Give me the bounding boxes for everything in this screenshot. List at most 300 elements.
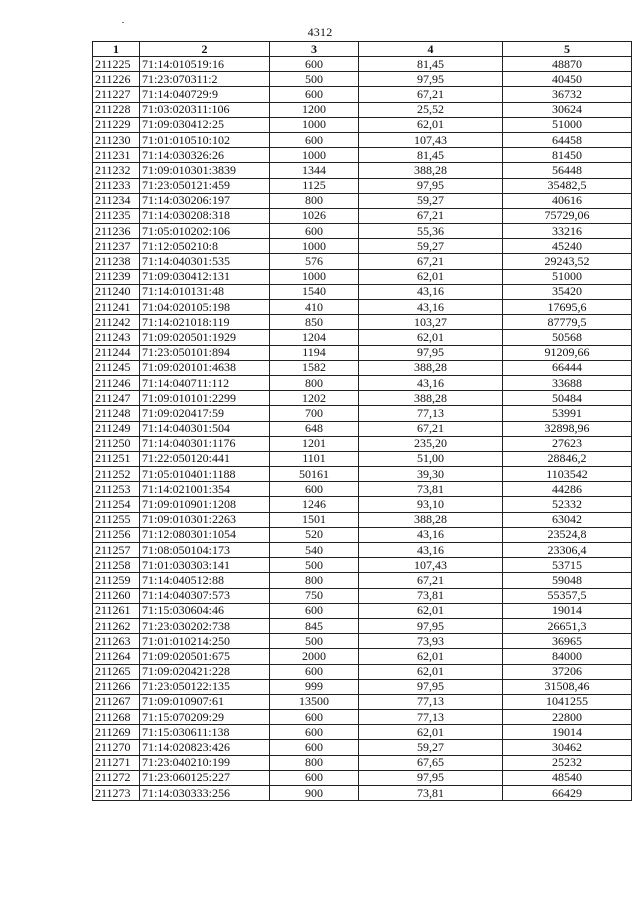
rate-value-cell: 77,13 <box>359 710 503 725</box>
rate-value-cell: 43,16 <box>359 284 503 299</box>
table-row <box>93 87 632 102</box>
cadastral-number-cell: 71:14:010519:16 <box>140 57 270 72</box>
row-number-cell: 211244 <box>93 345 140 360</box>
area-value-cell: 600 <box>270 57 359 72</box>
total-value-cell: 87779,5 <box>503 315 632 330</box>
area-value-cell: 600 <box>270 770 359 785</box>
area-value-cell: 845 <box>270 618 359 633</box>
cadastral-number-cell: 71:15:030611:138 <box>140 725 270 740</box>
total-value-cell: 36965 <box>503 634 632 649</box>
cadastral-number-cell: 71:14:040711:112 <box>140 375 270 390</box>
rate-value-cell: 388,28 <box>359 512 503 527</box>
cadastral-number-cell: 71:14:030208:318 <box>140 208 270 223</box>
total-value-cell: 25232 <box>503 755 632 770</box>
table-row <box>93 649 632 664</box>
table-row <box>93 208 632 223</box>
area-value-cell: 999 <box>270 679 359 694</box>
total-value-cell: 48540 <box>503 770 632 785</box>
row-number-cell: 211262 <box>93 618 140 633</box>
cadastral-number-cell: 71:08:050104:173 <box>140 543 270 558</box>
row-number-cell: 211256 <box>93 527 140 542</box>
total-value-cell: 29243,52 <box>503 254 632 269</box>
column-header-1: 1 <box>93 42 140 57</box>
cadastral-number-cell: 71:09:010901:1208 <box>140 497 270 512</box>
rate-value-cell: 43,16 <box>359 375 503 390</box>
area-value-cell: 576 <box>270 254 359 269</box>
row-number-cell: 211231 <box>93 148 140 163</box>
cadastral-number-cell: 71:01:010510:102 <box>140 132 270 147</box>
table-row <box>93 770 632 785</box>
rate-value-cell: 97,95 <box>359 72 503 87</box>
data-table <box>92 41 632 801</box>
table-row <box>93 786 632 801</box>
cadastral-number-cell: 71:14:040301:1176 <box>140 436 270 451</box>
total-value-cell: 53991 <box>503 406 632 421</box>
area-value-cell: 750 <box>270 588 359 603</box>
area-value-cell: 1204 <box>270 330 359 345</box>
area-value-cell: 500 <box>270 558 359 573</box>
table-row <box>93 224 632 239</box>
rate-value-cell: 73,93 <box>359 634 503 649</box>
cadastral-number-cell: 71:23:040210:199 <box>140 755 270 770</box>
cadastral-number-cell: 71:05:010401:1188 <box>140 467 270 482</box>
cadastral-number-cell: 71:09:010301:2263 <box>140 512 270 527</box>
cadastral-number-cell: 71:09:020501:1929 <box>140 330 270 345</box>
rate-value-cell: 67,21 <box>359 254 503 269</box>
cadastral-number-cell: 71:15:070209:29 <box>140 710 270 725</box>
area-value-cell: 1582 <box>270 360 359 375</box>
total-value-cell: 19014 <box>503 603 632 618</box>
area-value-cell: 600 <box>270 224 359 239</box>
table-row <box>93 163 632 178</box>
area-value-cell: 1000 <box>270 117 359 132</box>
rate-value-cell: 103,27 <box>359 315 503 330</box>
row-number-cell: 211242 <box>93 315 140 330</box>
total-value-cell: 31508,46 <box>503 679 632 694</box>
area-value-cell: 520 <box>270 527 359 542</box>
cadastral-number-cell: 71:09:010301:3839 <box>140 163 270 178</box>
area-value-cell: 600 <box>270 710 359 725</box>
total-value-cell: 63042 <box>503 512 632 527</box>
total-value-cell: 51000 <box>503 269 632 284</box>
rate-value-cell: 81,45 <box>359 57 503 72</box>
area-value-cell: 500 <box>270 634 359 649</box>
table-row <box>93 330 632 345</box>
row-number-cell: 211269 <box>93 725 140 740</box>
rate-value-cell: 43,16 <box>359 527 503 542</box>
rate-value-cell: 39,30 <box>359 467 503 482</box>
table-row <box>93 300 632 315</box>
table-row <box>93 634 632 649</box>
rate-value-cell: 97,95 <box>359 345 503 360</box>
cadastral-number-cell: 71:22:050120:441 <box>140 451 270 466</box>
total-value-cell: 35482,5 <box>503 178 632 193</box>
rate-value-cell: 77,13 <box>359 406 503 421</box>
rate-value-cell: 388,28 <box>359 360 503 375</box>
total-value-cell: 75729,06 <box>503 208 632 223</box>
cadastral-number-cell: 71:09:010907:61 <box>140 694 270 709</box>
row-number-cell: 211241 <box>93 300 140 315</box>
cadastral-number-cell: 71:09:020501:675 <box>140 649 270 664</box>
table-row <box>93 284 632 299</box>
row-number-cell: 211265 <box>93 664 140 679</box>
row-number-cell: 211273 <box>93 786 140 801</box>
total-value-cell: 23306,4 <box>503 543 632 558</box>
rate-value-cell: 55,36 <box>359 224 503 239</box>
total-value-cell: 1041255 <box>503 694 632 709</box>
column-header-2: 2 <box>140 42 270 57</box>
cadastral-number-cell: 71:14:040301:535 <box>140 254 270 269</box>
area-value-cell: 1000 <box>270 269 359 284</box>
total-value-cell: 56448 <box>503 163 632 178</box>
cadastral-number-cell: 71:09:030412:131 <box>140 269 270 284</box>
table-row <box>93 497 632 512</box>
table-row <box>93 360 632 375</box>
area-value-cell: 1540 <box>270 284 359 299</box>
table-row <box>93 375 632 390</box>
area-value-cell: 648 <box>270 421 359 436</box>
rate-value-cell: 51,00 <box>359 451 503 466</box>
area-value-cell: 50161 <box>270 467 359 482</box>
total-value-cell: 33216 <box>503 224 632 239</box>
rate-value-cell: 62,01 <box>359 725 503 740</box>
row-number-cell: 211245 <box>93 360 140 375</box>
area-value-cell: 1202 <box>270 391 359 406</box>
rate-value-cell: 62,01 <box>359 330 503 345</box>
table-row <box>93 345 632 360</box>
rate-value-cell: 62,01 <box>359 664 503 679</box>
area-value-cell: 410 <box>270 300 359 315</box>
area-value-cell: 850 <box>270 315 359 330</box>
cadastral-number-cell: 71:14:040301:504 <box>140 421 270 436</box>
table-row <box>93 618 632 633</box>
cadastral-number-cell: 71:14:030206:197 <box>140 193 270 208</box>
row-number-cell: 211250 <box>93 436 140 451</box>
cadastral-number-cell: 71:01:010214:250 <box>140 634 270 649</box>
total-value-cell: 64458 <box>503 132 632 147</box>
rate-value-cell: 235,20 <box>359 436 503 451</box>
scan-speck <box>122 22 124 23</box>
cadastral-number-cell: 71:14:021018:119 <box>140 315 270 330</box>
area-value-cell: 1026 <box>270 208 359 223</box>
table-row <box>93 725 632 740</box>
row-number-cell: 211260 <box>93 588 140 603</box>
rate-value-cell: 107,43 <box>359 558 503 573</box>
table-row <box>93 679 632 694</box>
table-row <box>93 451 632 466</box>
total-value-cell: 81450 <box>503 148 632 163</box>
total-value-cell: 36732 <box>503 87 632 102</box>
rate-value-cell: 67,21 <box>359 208 503 223</box>
rate-value-cell: 67,21 <box>359 87 503 102</box>
cadastral-number-cell: 71:23:030202:738 <box>140 618 270 633</box>
rate-value-cell: 73,81 <box>359 482 503 497</box>
row-number-cell: 211227 <box>93 87 140 102</box>
rate-value-cell: 73,81 <box>359 786 503 801</box>
row-number-cell: 211272 <box>93 770 140 785</box>
area-value-cell: 1201 <box>270 436 359 451</box>
area-value-cell: 700 <box>270 406 359 421</box>
area-value-cell: 600 <box>270 132 359 147</box>
table-row <box>93 391 632 406</box>
area-value-cell: 1194 <box>270 345 359 360</box>
row-number-cell: 211271 <box>93 755 140 770</box>
table-row <box>93 573 632 588</box>
total-value-cell: 17695,6 <box>503 300 632 315</box>
area-value-cell: 1000 <box>270 148 359 163</box>
row-number-cell: 211234 <box>93 193 140 208</box>
cadastral-number-cell: 71:23:060125:227 <box>140 770 270 785</box>
total-value-cell: 66429 <box>503 786 632 801</box>
rate-value-cell: 97,95 <box>359 178 503 193</box>
total-value-cell: 40450 <box>503 72 632 87</box>
row-number-cell: 211258 <box>93 558 140 573</box>
cadastral-number-cell: 71:14:021001:354 <box>140 482 270 497</box>
area-value-cell: 1101 <box>270 451 359 466</box>
rate-value-cell: 107,43 <box>359 132 503 147</box>
cadastral-number-cell: 71:14:030333:256 <box>140 786 270 801</box>
cadastral-number-cell: 71:23:050122:135 <box>140 679 270 694</box>
row-number-cell: 211263 <box>93 634 140 649</box>
area-value-cell: 600 <box>270 740 359 755</box>
cadastral-number-cell: 71:14:010131:48 <box>140 284 270 299</box>
total-value-cell: 44286 <box>503 482 632 497</box>
cadastral-number-cell: 71:09:020101:4638 <box>140 360 270 375</box>
cadastral-number-cell: 71:14:020823:426 <box>140 740 270 755</box>
table-row <box>93 558 632 573</box>
total-value-cell: 50568 <box>503 330 632 345</box>
total-value-cell: 45240 <box>503 239 632 254</box>
table-row <box>93 57 632 72</box>
total-value-cell: 55357,5 <box>503 588 632 603</box>
row-number-cell: 211249 <box>93 421 140 436</box>
table-row <box>93 710 632 725</box>
rate-value-cell: 97,95 <box>359 679 503 694</box>
cadastral-number-cell: 71:12:050210:8 <box>140 239 270 254</box>
row-number-cell: 211255 <box>93 512 140 527</box>
table-row <box>93 436 632 451</box>
total-value-cell: 53715 <box>503 558 632 573</box>
rate-value-cell: 62,01 <box>359 649 503 664</box>
total-value-cell: 23524,8 <box>503 527 632 542</box>
total-value-cell: 59048 <box>503 573 632 588</box>
total-value-cell: 40616 <box>503 193 632 208</box>
area-value-cell: 1246 <box>270 497 359 512</box>
area-value-cell: 800 <box>270 375 359 390</box>
area-value-cell: 600 <box>270 482 359 497</box>
area-value-cell: 600 <box>270 725 359 740</box>
header-row <box>93 42 632 57</box>
row-number-cell: 211252 <box>93 467 140 482</box>
area-value-cell: 600 <box>270 664 359 679</box>
rate-value-cell: 97,95 <box>359 770 503 785</box>
area-value-cell: 800 <box>270 573 359 588</box>
total-value-cell: 30624 <box>503 102 632 117</box>
cadastral-number-cell: 71:14:040307:573 <box>140 588 270 603</box>
cadastral-number-cell: 71:15:030604:46 <box>140 603 270 618</box>
area-value-cell: 600 <box>270 603 359 618</box>
area-value-cell: 800 <box>270 755 359 770</box>
total-value-cell: 91209,66 <box>503 345 632 360</box>
total-value-cell: 48870 <box>503 57 632 72</box>
cadastral-number-cell: 71:05:010202:106 <box>140 224 270 239</box>
table-row <box>93 755 632 770</box>
rate-value-cell: 388,28 <box>359 391 503 406</box>
cadastral-number-cell: 71:14:030326:26 <box>140 148 270 163</box>
table-row <box>93 588 632 603</box>
row-number-cell: 211240 <box>93 284 140 299</box>
total-value-cell: 28846,2 <box>503 451 632 466</box>
cadastral-number-cell: 71:04:020105:198 <box>140 300 270 315</box>
column-header-5: 5 <box>503 42 632 57</box>
row-number-cell: 211254 <box>93 497 140 512</box>
table-row <box>93 102 632 117</box>
page-number: 4312 <box>307 25 333 39</box>
rate-value-cell: 62,01 <box>359 603 503 618</box>
rate-value-cell: 43,16 <box>359 543 503 558</box>
total-value-cell: 19014 <box>503 725 632 740</box>
table-row <box>93 482 632 497</box>
rate-value-cell: 59,27 <box>359 239 503 254</box>
row-number-cell: 211261 <box>93 603 140 618</box>
row-number-cell: 211238 <box>93 254 140 269</box>
cadastral-number-cell: 71:09:020417:59 <box>140 406 270 421</box>
area-value-cell: 800 <box>270 193 359 208</box>
total-value-cell: 32898,96 <box>503 421 632 436</box>
table-row <box>93 132 632 147</box>
rate-value-cell: 62,01 <box>359 117 503 132</box>
table-row <box>93 269 632 284</box>
rate-value-cell: 97,95 <box>359 618 503 633</box>
rate-value-cell: 67,21 <box>359 573 503 588</box>
total-value-cell: 37206 <box>503 664 632 679</box>
row-number-cell: 211248 <box>93 406 140 421</box>
total-value-cell: 1103542 <box>503 467 632 482</box>
row-number-cell: 211239 <box>93 269 140 284</box>
row-number-cell: 211235 <box>93 208 140 223</box>
cadastral-number-cell: 71:23:050101:894 <box>140 345 270 360</box>
area-value-cell: 1344 <box>270 163 359 178</box>
table-row <box>93 193 632 208</box>
column-header-4: 4 <box>359 42 503 57</box>
total-value-cell: 66444 <box>503 360 632 375</box>
table-row <box>93 315 632 330</box>
row-number-cell: 211259 <box>93 573 140 588</box>
row-number-cell: 211237 <box>93 239 140 254</box>
row-number-cell: 211226 <box>93 72 140 87</box>
cadastral-number-cell: 71:14:040729:9 <box>140 87 270 102</box>
row-number-cell: 211229 <box>93 117 140 132</box>
total-value-cell: 84000 <box>503 649 632 664</box>
cadastral-number-cell: 71:09:010101:2299 <box>140 391 270 406</box>
rate-value-cell: 93,10 <box>359 497 503 512</box>
cadastral-number-cell: 71:12:080301:1054 <box>140 527 270 542</box>
cadastral-number-cell: 71:09:020421:228 <box>140 664 270 679</box>
row-number-cell: 211230 <box>93 132 140 147</box>
row-number-cell: 211247 <box>93 391 140 406</box>
row-number-cell: 211243 <box>93 330 140 345</box>
area-value-cell: 1125 <box>270 178 359 193</box>
total-value-cell: 26651,3 <box>503 618 632 633</box>
rate-value-cell: 77,13 <box>359 694 503 709</box>
area-value-cell: 1200 <box>270 102 359 117</box>
area-value-cell: 900 <box>270 786 359 801</box>
area-value-cell: 1000 <box>270 239 359 254</box>
table-row <box>93 543 632 558</box>
table-row <box>93 406 632 421</box>
table-row <box>93 117 632 132</box>
total-value-cell: 30462 <box>503 740 632 755</box>
table-row <box>93 239 632 254</box>
row-number-cell: 211264 <box>93 649 140 664</box>
table-row <box>93 467 632 482</box>
rate-value-cell: 25,52 <box>359 102 503 117</box>
column-header-3: 3 <box>270 42 359 57</box>
row-number-cell: 211232 <box>93 163 140 178</box>
rate-value-cell: 59,27 <box>359 740 503 755</box>
row-number-cell: 211268 <box>93 710 140 725</box>
area-value-cell: 2000 <box>270 649 359 664</box>
cadastral-number-cell: 71:23:070311:2 <box>140 72 270 87</box>
row-number-cell: 211267 <box>93 694 140 709</box>
total-value-cell: 35420 <box>503 284 632 299</box>
cadastral-number-cell: 71:01:030303:141 <box>140 558 270 573</box>
table-row <box>93 740 632 755</box>
area-value-cell: 600 <box>270 87 359 102</box>
rate-value-cell: 81,45 <box>359 148 503 163</box>
row-number-cell: 211233 <box>93 178 140 193</box>
table-row <box>93 603 632 618</box>
row-number-cell: 211257 <box>93 543 140 558</box>
total-value-cell: 50484 <box>503 391 632 406</box>
cadastral-number-cell: 71:14:040512:88 <box>140 573 270 588</box>
cadastral-number-cell: 71:03:020311:106 <box>140 102 270 117</box>
row-number-cell: 211225 <box>93 57 140 72</box>
area-value-cell: 1501 <box>270 512 359 527</box>
row-number-cell: 211228 <box>93 102 140 117</box>
table-row <box>93 421 632 436</box>
rate-value-cell: 43,16 <box>359 300 503 315</box>
total-value-cell: 27623 <box>503 436 632 451</box>
table-row <box>93 664 632 679</box>
total-value-cell: 51000 <box>503 117 632 132</box>
table-row <box>93 512 632 527</box>
rate-value-cell: 67,65 <box>359 755 503 770</box>
row-number-cell: 211253 <box>93 482 140 497</box>
area-value-cell: 500 <box>270 72 359 87</box>
rate-value-cell: 388,28 <box>359 163 503 178</box>
cadastral-number-cell: 71:09:030412:25 <box>140 117 270 132</box>
row-number-cell: 211236 <box>93 224 140 239</box>
rate-value-cell: 67,21 <box>359 421 503 436</box>
total-value-cell: 22800 <box>503 710 632 725</box>
cadastral-number-cell: 71:23:050121:459 <box>140 178 270 193</box>
row-number-cell: 211270 <box>93 740 140 755</box>
total-value-cell: 52332 <box>503 497 632 512</box>
total-value-cell: 33688 <box>503 375 632 390</box>
row-number-cell: 211251 <box>93 451 140 466</box>
table-row <box>93 694 632 709</box>
table-row <box>93 148 632 163</box>
table-row <box>93 527 632 542</box>
table-row <box>93 178 632 193</box>
row-number-cell: 211266 <box>93 679 140 694</box>
rate-value-cell: 73,81 <box>359 588 503 603</box>
table-row <box>93 254 632 269</box>
area-value-cell: 13500 <box>270 694 359 709</box>
row-number-cell: 211246 <box>93 375 140 390</box>
table-row <box>93 72 632 87</box>
